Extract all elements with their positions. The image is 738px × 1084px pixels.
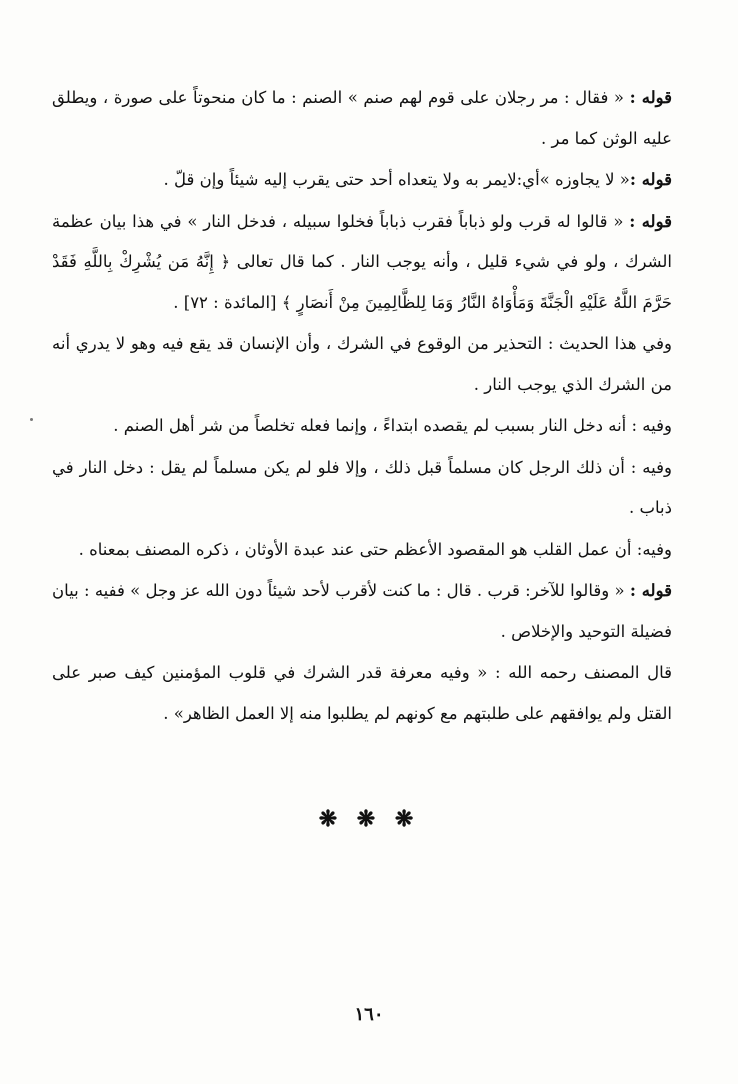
margin-mark — [30, 418, 33, 421]
paragraph-text: قال المصنف رحمه الله : « وفيه معرفة قدر الشرك في قلوب المؤمنين كيف صبر على القتل ولم يوافقهم على طلبتهم مع كونهم لم يطلبوا منه إلا العمل الظاهر» . — [52, 663, 672, 723]
paragraph-text: وفي هذا الحديث : التحذير من الوقوع في الشرك ، وأن الإنسان قد يقع فيه وهو لا يدري أنه من الشرك الذي يوجب النار . — [52, 334, 672, 394]
section-separator: ❋ ❋ ❋ — [318, 806, 420, 832]
paragraph-lead: قوله : — [629, 170, 672, 189]
paragraph-8 — [52, 571, 672, 652]
paragraph-lead: قوله : — [629, 88, 673, 107]
paragraph-lead: قوله : — [629, 581, 672, 600]
paragraph-9 — [52, 653, 672, 734]
paragraph-3 — [52, 202, 672, 324]
paragraph-6 — [52, 448, 672, 529]
paragraph-7 — [52, 530, 672, 571]
paragraph-text: « لا يجاوزه »أي:لايمر به ولا يتعداه أحد حتى يقرب إليه شيئاً وإن قلّ . — [163, 170, 630, 189]
paragraph-5 — [52, 406, 672, 447]
paragraph-text: « قالوا له قرب ولو ذباباً فقرب ذباباً فخلوا سبيله ، فدخل النار » في هذا بيان عظمة الشرك ، ولو في شيء قليل ، وأنه يوجب النار . كما قال تعالى ﴿ إِنَّهُ مَن يُشْرِكْ بِاللَّهِ فَقَدْ حَرَّمَ اللَّهُ عَلَيْهِ الْجَنَّةَ وَمَأْوَاهُ النَّارُ وَمَا لِلظَّالِمِينَ مِنْ أَنصَارٍ ﴾ [المائدة : ٧٢] . — [52, 211, 672, 312]
paragraph-lead: قوله : — [629, 211, 672, 231]
page-number: ١٦٠ — [354, 1004, 384, 1025]
paragraph-text: وفيه : أنه دخل النار بسبب لم يقصده ابتداءً ، وإنما فعله تخلصاً من شر أهل الصنم . — [113, 416, 672, 435]
paragraph-2 — [52, 160, 672, 201]
paragraph-4 — [52, 324, 672, 405]
paragraph-1 — [52, 78, 672, 159]
paragraph-text: « فقال : مر رجلان على قوم لهم صنم » الصنم : ما كان منحوتاً على صورة ، ويطلق عليه الوثن كما مر . — [52, 88, 672, 148]
paragraph-text: وفيه: أن عمل القلب هو المقصود الأعظم حتى عند عبدة الأوثان ، ذكره المصنف بمعناه . — [78, 539, 672, 559]
paragraph-text: وفيه : أن ذلك الرجل كان مسلماً قبل ذلك ، وإلا فلو لم يكن مسلماً لم يقل : دخل النار في ذباب . — [52, 457, 672, 517]
paragraph-text: « وقالوا للآخر: قرب . قال : ما كنت لأقرب لأحد شيئاً دون الله عز وجل » ففيه : بيان فضيلة التوحيد والإخلاص . — [52, 581, 672, 641]
page-body — [52, 78, 672, 735]
